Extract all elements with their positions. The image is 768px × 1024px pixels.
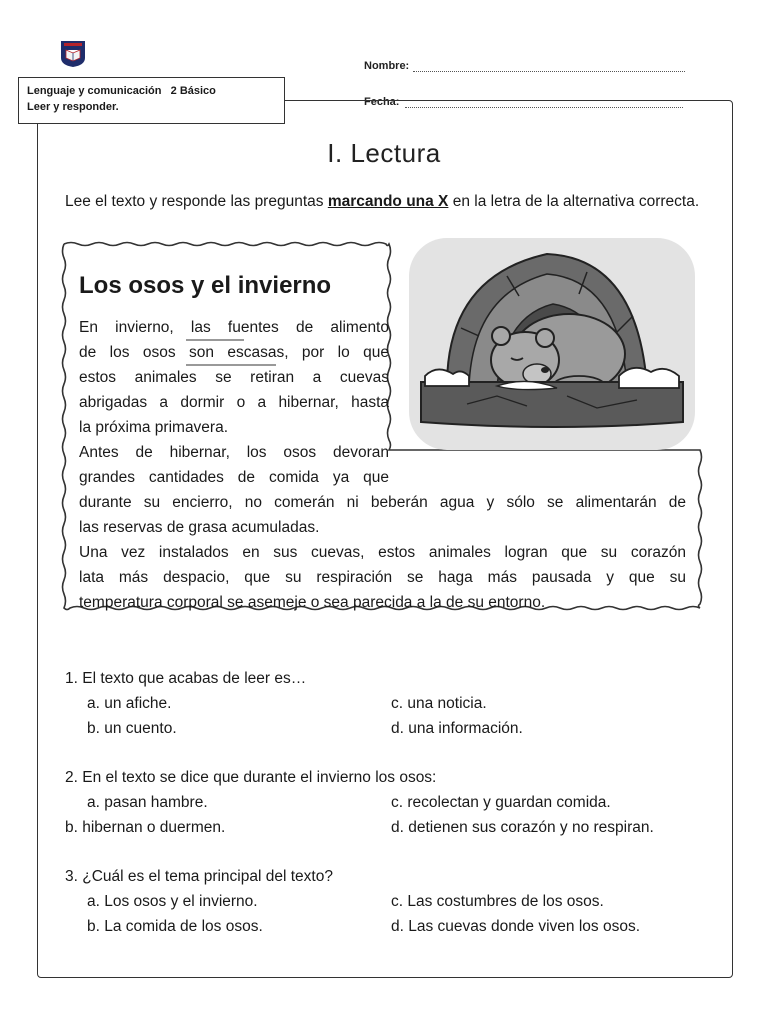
nombre-label: Nombre: (364, 60, 410, 72)
story-paragraph-1 (79, 315, 389, 440)
story-line: lata más despacio, que su respiración se haga más pausada y que su (79, 569, 686, 586)
option-a[interactable]: a. un afiche. (87, 695, 172, 712)
question-text: 3. ¿Cuál es el tema principal del texto? (65, 868, 333, 885)
instructions-before: Lee el texto y responde las preguntas (65, 193, 328, 210)
option-a[interactable]: a. pasan hambre. (87, 794, 208, 811)
question-text: 1. El texto que acabas de leer es… (65, 670, 307, 687)
option-c[interactable]: c. recolectan y guardan comida. (391, 794, 611, 811)
story-line: grandes cantidades de comida ya que (79, 469, 389, 486)
option-b[interactable]: b. un cuento. (87, 720, 177, 737)
story-title: Los osos y el invierno (79, 272, 332, 299)
fecha-label: Fecha: (364, 96, 400, 108)
option-b[interactable]: b. hibernan o duermen. (65, 819, 226, 836)
option-d[interactable]: d. Las cuevas donde viven los osos. (391, 918, 641, 935)
story-line: estos animales se retiran a cuevas (79, 369, 389, 386)
option-a[interactable]: a. Los osos y el invierno. (87, 893, 258, 910)
instructions (65, 190, 725, 214)
story-paragraph-2-continued (79, 490, 686, 540)
nombre-field[interactable] (364, 60, 685, 72)
story-line: abrigadas a dormir o a hibernar, hasta (79, 394, 389, 411)
sleeping-bear-in-cave-illustration (407, 236, 697, 452)
story-line: durante su encierro, no comerán ni beberán agua y sólo se alimentarán de (79, 494, 686, 511)
section-title: I. Lectura (327, 138, 441, 168)
nombre-blank-line[interactable] (413, 62, 685, 72)
option-c[interactable]: c. una noticia. (391, 695, 487, 712)
school-crest-icon (60, 40, 86, 68)
story-paragraph-2 (79, 440, 389, 490)
subject-line: Lenguaje y comunicación 2 Básico (27, 85, 216, 97)
story-paragraph-3 (79, 540, 686, 615)
story-line: la próxima primavera. (79, 419, 229, 436)
question-text: 2. En el texto se dice que durante el invierno los osos: (65, 769, 437, 786)
option-d[interactable]: d. una información. (391, 720, 523, 737)
story-line: En invierno, las fuentes de alimento (79, 319, 389, 336)
instructions-emphasis: marcando una X (327, 193, 449, 210)
story-line: Una vez instalados en sus cuevas, estos animales logran que su corazón (79, 544, 686, 561)
task-line: Leer y responder. (27, 101, 119, 113)
subject-box (18, 77, 285, 124)
instructions-after: en la letra de la alternativa correcta. (448, 193, 700, 210)
story-line: temperatura corporal se asemeje o sea parecida a la de su entorno. (79, 594, 546, 611)
story-line: de los osos son escasas, por lo que (79, 344, 389, 361)
story-line: las reservas de grasa acumuladas. (79, 519, 320, 536)
option-d[interactable]: d. detienen sus corazón y no respiran. (391, 819, 654, 836)
option-c[interactable]: c. Las costumbres de los osos. (391, 893, 604, 910)
story-line: Antes de hibernar, los osos devoran (79, 444, 389, 461)
option-b[interactable]: b. La comida de los osos. (87, 918, 263, 935)
